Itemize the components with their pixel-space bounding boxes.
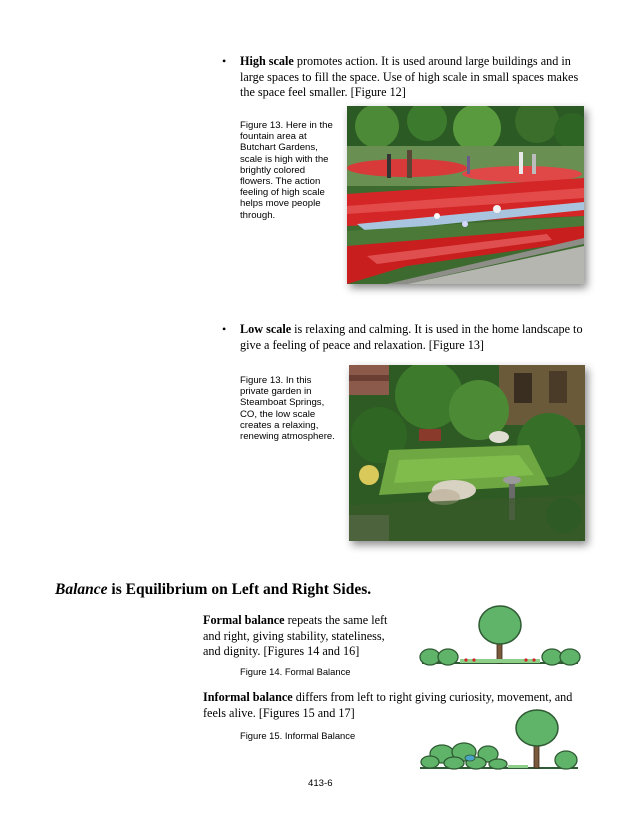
formal-balance-text: repeats the same left and right, giving stability, stateliness, and dignity. [Figures 14 and 16] <box>203 613 388 658</box>
bullet-dot: • <box>222 322 227 336</box>
low-scale-term: Low scale <box>240 322 292 336</box>
steamboat-garden-photo <box>349 365 585 541</box>
low-scale-paragraph <box>240 322 590 353</box>
bullet-dot: • <box>222 54 227 68</box>
left-shrub <box>489 759 507 769</box>
informal-balance-illustration <box>416 706 584 772</box>
flower-dot <box>472 658 475 661</box>
formal-balance-paragraph <box>203 613 403 660</box>
page-number: 413-6 <box>308 778 333 789</box>
flower-dot <box>524 658 527 661</box>
balance-heading-italic: Balance <box>55 581 108 598</box>
ground-cover <box>460 659 540 663</box>
high-scale-text: promotes action. It is used around large buildings and in large spaces to fill the space. Use of high scale in small spaces makes the space feel smaller. [Figure 12] <box>240 54 579 99</box>
figure-13a-caption: Figure 13. Here in the fountain area at Butchart Gardens, scale is high with the brightly colored flowers. The action feeling of high scale helps move people through. <box>240 120 333 221</box>
formal-balance-illustration <box>416 605 584 669</box>
left-shrub <box>444 757 464 769</box>
flower-dot <box>532 658 535 661</box>
low-scale-text: is relaxing and calming. It is used in the home landscape to give a feeling of peace and relaxation. [Figure 13] <box>240 322 583 352</box>
right-tree-canopy <box>516 710 558 746</box>
high-scale-paragraph <box>240 54 590 101</box>
figure-13b-caption: Figure 13. In this private garden in Steamboat Springs, CO, the low scale creates a relaxing, renewing atmosphere. <box>240 375 335 443</box>
right-shrub <box>542 649 562 665</box>
flower-dot <box>464 658 467 661</box>
butchart-gardens-photo <box>347 106 584 284</box>
right-shrub <box>560 649 580 665</box>
balance-heading-rest: is Equilibrium on Left and Right Sides. <box>107 581 372 598</box>
figure-15-caption: Figure 15. Informal Balance <box>240 730 356 741</box>
left-shrub <box>420 649 440 665</box>
ground-cover <box>508 765 528 768</box>
figure-14-caption: Figure 14. Formal Balance <box>240 666 351 677</box>
butchart-gardens-illustration <box>347 106 584 284</box>
left-shrub <box>421 756 439 768</box>
informal-balance-text: differs from left to right giving curiosity, movement, and feels alive. [Figures 15 and 17] <box>203 690 573 720</box>
high-scale-term: High scale <box>240 54 294 68</box>
right-shrub <box>555 751 577 769</box>
balance-heading <box>55 581 371 599</box>
formal-balance-term: Formal balance <box>203 613 285 627</box>
center-tree-canopy <box>479 606 521 644</box>
steamboat-garden-illustration <box>349 365 585 541</box>
blue-accent <box>465 755 475 761</box>
informal-balance-term: Informal balance <box>203 690 293 704</box>
left-shrub <box>438 649 458 665</box>
